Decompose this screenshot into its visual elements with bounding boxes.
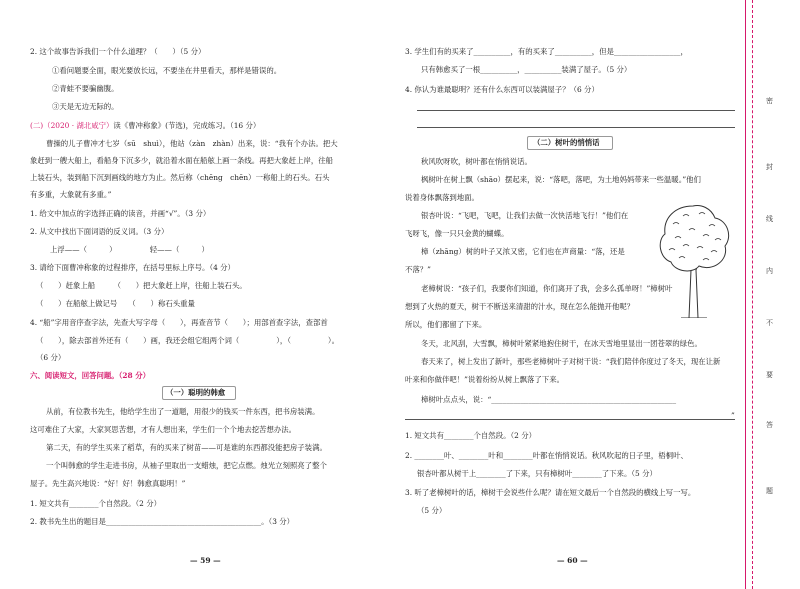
story-line: 一个叫韩愈的学生走进书房，从袖子里取出一支蜡烛，把它点燃。烛光立刻照亮了整个 [46,461,327,470]
question-4-line-2: （ ），除去部首外还有（ ）画，我还会组它组两个词（ ），（ ）。 [36,336,340,345]
para-line: 不落？” [405,265,431,274]
passage-line: 有多重，大象就有多重。” [30,190,112,199]
binding-line [745,0,746,589]
para-line: 银杏叶说：“飞吧，飞吧，让我们去做一次快活地飞行！”他们在 [421,211,629,220]
story-line: 这可难住了大家，大家冥思苦想，才有人想出来，学生们一个个地去挖苦想办法。 [30,425,297,434]
story-line: 第二天，有的学生买来了稻草，有的买来了树苗——可是谁的东西都没能把房子装满。 [46,443,327,452]
question-3: 3. 请给下面曹冲称象的过程排序，在括号里标上序号。（4 分） [30,263,235,272]
margin-char: 要 [766,371,773,379]
right-q3-line-1: 3. 学生们有的买来了__________，有的买来了__________，但是__________________， [405,47,688,56]
margin-char: 内 [766,267,773,275]
passage-line: 曹操的儿子曹冲才七岁（sū shuì），他站（zàn zhàn）出来，说：“我有个办法。把大 [46,139,338,148]
right-q3-line-2: 只有韩愈买了一根__________，__________装满了屋子。（5 分） [421,65,632,74]
para-line: 老樟树说：“孩子们，我要你们知道，你们离开了我，会多么孤单呀！”樟树叶 [421,284,673,293]
para-line: 说着身体飘落到地面。 [405,193,479,202]
para-line: 所以，他们都留了下来。 [405,320,487,329]
para-line: 想到了火热的夏天，树干不断送来清甜的汁水，现在怎么能抛开他呢？ [405,302,635,311]
right-question-1: 1. 短文共有________个自然段。（2 分） [405,431,537,440]
section-title: （二）树叶的悄悄话 [533,138,600,147]
tree-illustration [653,200,735,318]
margin-char: 封 [766,163,773,171]
answer-line [417,110,735,111]
section-6-heading: 六、阅读短文，回答问题。（28 分） [30,371,151,380]
section-2-heading [30,120,260,131]
q2-option-1: ①看问题要全面，眼光要放长远，不要坐在井里看天，那样是错误的。 [52,66,282,75]
story-question-1: 1. 短文共有________个自然段。（2 分） [30,499,162,508]
q2-option-3: ③天是无边无际的。 [52,102,119,111]
closing-quote: ” [731,411,735,420]
story-question-2: 2. 教书先生出的题目是__________________________________________。（3 分） [30,517,295,526]
para-line: 飞呀飞，像一只只金黄的蝴蝶。 [405,229,509,238]
right-question-3: 3. 听了老樟树叶的话，樟树干会说些什么呢？请在短文最后一个自然段的横线上写一写。 [405,488,696,497]
para-line: 叶来和你做伴吧！”说着纷纷从树上飘落了下来。 [405,375,564,384]
passage-line: 上装石头，装到船下沉到画线的地方为止。然后称（chēng chēn）一称船上的石头。石头 [30,173,330,182]
antonym-blanks: 上浮——（ ） 轻——（ ） [50,245,209,254]
section-2-tag: （2020 · 湖北咸宁） [43,121,114,130]
story-title: （一）聪明的韩愈 [166,388,226,397]
binding-line-dashed [752,0,753,589]
answer-line [405,419,735,420]
question-2: 2. 从文中找出下面词语的反义词。（3 分） [30,227,169,236]
section-2-title: 读《曹冲称象》(节选)，完成练习。（16 分） [113,121,261,130]
question-4-line-1: 4. “船”字用音序查字法，先查大写字母（ ），再查音节（ ）；用部首查字法，查部首 [30,318,328,327]
story-line: 屋子。先生高兴地说：“好！好！韩愈真聪明！” [30,479,186,488]
answer-line [417,127,735,128]
q2-option-2: ②青蛙不要骗幽腹。 [52,84,119,93]
section-2-prefix: (二) [30,121,44,130]
question-1: 1. 给文中加点的字选择正确的读音，并画“√”。（3 分） [30,209,211,218]
page-number: — 60 — [557,556,588,565]
margin-char: 线 [766,215,773,223]
margin-char: 不 [766,319,773,327]
margin-char: 答 [766,421,773,429]
story-line: 从前，有位教书先生，他给学生出了一道题，用很少的钱买一件东西，把书房装满。 [46,407,320,416]
para-line: 枫树叶在树上飘（shāo）摆起来，说：“落吧，落吧，为土地妈妈带来一些温暖。”他们 [421,175,701,184]
left-page [0,0,395,589]
margin-char: 密 [766,97,773,105]
order-row-2: （ ）在船舷上做记号 （ ）称石头重量 [36,299,195,308]
para-line: 秋风吹呀吹，树叶都在悄悄说话。 [421,157,532,166]
right-page [395,0,745,589]
passage-line: 象赶到一艘大船上，看船身下沉多少，就沿着水面在船舷上画一条线。再把大象赶上岸，往船 [30,156,334,165]
page-number: — 59 — [190,556,221,565]
right-question-3-score: （5 分） [417,506,447,515]
order-row-1: （ ）赶象上船 （ ）把大象赶上岸，往船上装石头。 [36,281,247,290]
q2-title: 2. 这个故事告诉我们一个什么道理？（ ）（5 分） [30,47,206,56]
question-4-line-3: （6 分） [36,353,66,362]
para-line: 樟树叶点点头，说：“__________________________________________________ [421,395,677,404]
right-question-2-line-2: 银杏叶都从树干上________了下来，只有樟树叶________了下来。（5 分） [417,469,657,478]
right-q4: 4. 你认为谁最聪明？还有什么东西可以装满屋子？（6 分） [405,85,599,94]
margin-char: 题 [766,487,773,495]
para-line: 樟（zhāng）树的叶子又浓又密，它们也在声商量：“落，还是 [421,247,625,256]
para-line: 春天来了，树上发出了新叶，那些老樟树叶子对树干说：“我们陪伴你度过了冬天，现在让新 [421,357,721,366]
right-question-2-line-1: 2. ________叶、________叶和________叶都在悄悄说话。秋风吹起的日子里，梧桐叶、 [405,451,688,460]
para-line: 冬天，北风刮，大雪飘，樟树叶紧紧地抱住树干，在冰天雪地里显出一团苍翠的绿色。 [421,339,702,348]
